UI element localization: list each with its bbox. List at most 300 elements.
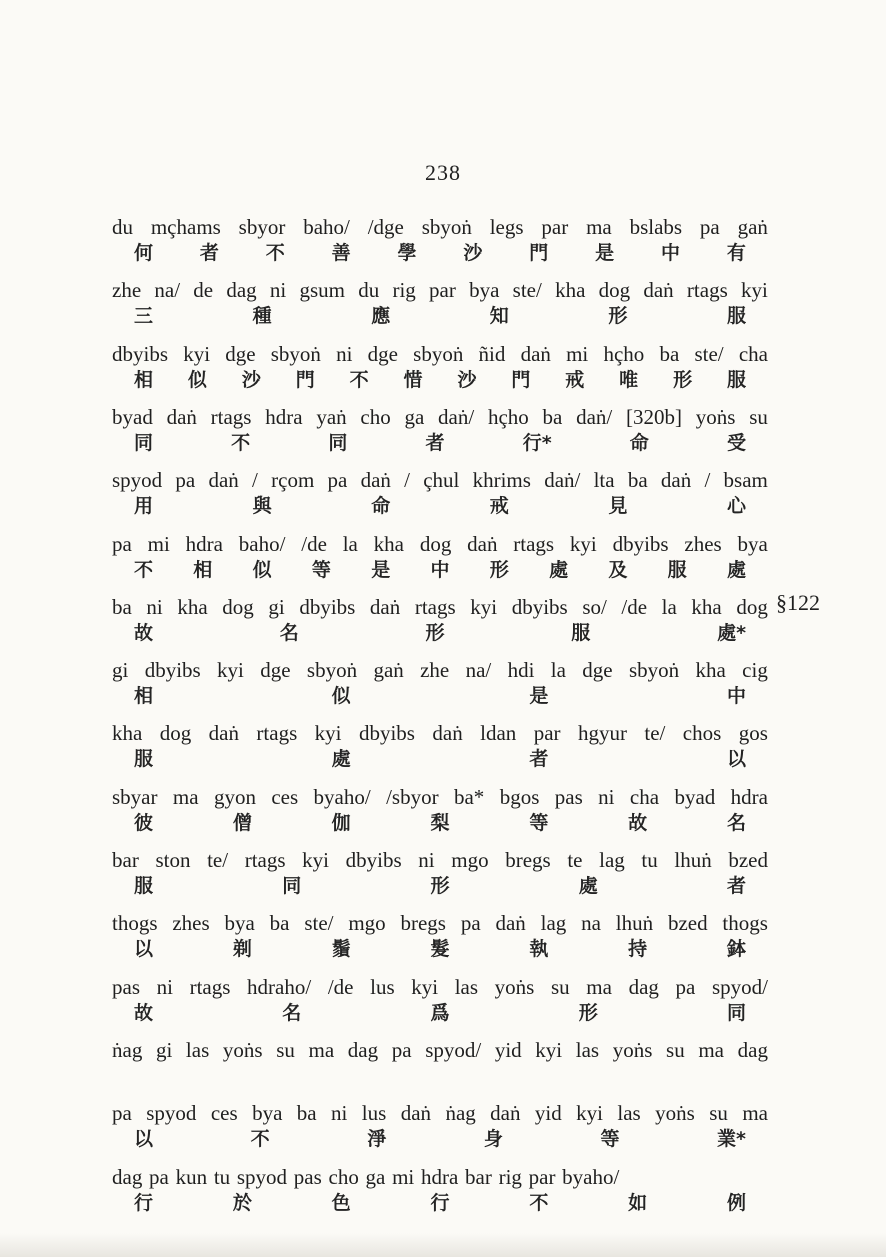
tibetan-word: kha <box>555 278 586 303</box>
scan-edge <box>0 1233 886 1257</box>
tibetan-word: par <box>541 215 569 239</box>
chinese-gloss-char: 是 <box>371 558 391 581</box>
chinese-gloss-char: 惜 <box>403 368 423 391</box>
tibetan-word: rig <box>392 278 416 303</box>
tibetan-word: kha <box>695 658 726 683</box>
tibetan-word: lta <box>593 468 615 493</box>
chinese-gloss-char: 以 <box>134 1128 154 1151</box>
tibetan-word: dge <box>367 341 398 366</box>
tibetan-word: par <box>528 1164 556 1189</box>
tibetan-word: daṅ <box>432 721 463 746</box>
tibetan-word: su <box>550 974 570 999</box>
text-line <box>112 594 768 646</box>
tibetan-word: pa <box>699 215 720 239</box>
chinese-gloss-char: 者 <box>425 431 445 454</box>
tibetan-word: las <box>185 1037 210 1062</box>
tibetan-word: daṅ/ <box>576 404 613 429</box>
tibetan-word: yoṅs <box>655 1101 695 1126</box>
tibetan-word: la <box>661 594 677 619</box>
chinese-gloss-char: 中 <box>430 558 450 581</box>
chinese-gloss-char: 處 <box>331 748 351 771</box>
tibetan-word: ste/ <box>512 278 542 303</box>
tibetan-word: kyi <box>302 848 330 872</box>
text-line <box>112 720 768 772</box>
tibetan-word: lag <box>599 848 625 872</box>
chinese-gloss-char: 戒 <box>489 495 509 518</box>
tibetan-word: gsum <box>299 278 345 303</box>
chinese-gloss-char: 不 <box>250 1128 270 1151</box>
chinese-gloss-line <box>112 620 768 646</box>
chinese-gloss-char: 髮 <box>430 938 450 961</box>
tibetan-word: bar <box>112 848 139 872</box>
chinese-gloss-char: 服 <box>667 558 687 581</box>
chinese-gloss-line <box>112 746 768 772</box>
tibetan-word: ba* <box>453 784 485 809</box>
tibetan-word: bya <box>224 911 255 936</box>
chinese-gloss-line <box>112 1190 768 1216</box>
tibetan-word: bregs <box>505 848 551 872</box>
tibetan-word: kyi <box>411 974 439 999</box>
chinese-gloss-char: 梨 <box>430 811 450 834</box>
tibetan-word: rtags <box>513 531 555 556</box>
tibetan-word: ga <box>404 404 425 429</box>
tibetan-word: pa <box>175 468 196 493</box>
chinese-gloss-char: 中 <box>726 685 746 708</box>
tibetan-word: ba <box>542 404 563 429</box>
page-number: 238 <box>425 160 461 185</box>
tibetan-word: sbyoṅ <box>270 341 321 366</box>
chinese-gloss-char: 行 <box>134 1191 154 1214</box>
chinese-gloss-line <box>112 1126 768 1152</box>
tibetan-word: kyi <box>569 531 597 556</box>
tibetan-word: ba <box>112 594 132 619</box>
chinese-gloss-char: 以 <box>134 938 154 961</box>
text-line <box>112 657 768 709</box>
chinese-gloss-char: 行 <box>430 1191 450 1214</box>
tibetan-word: bsam <box>723 468 768 493</box>
chinese-gloss-char: 如 <box>628 1191 648 1214</box>
tibetan-word: cho <box>328 1164 359 1189</box>
chinese-gloss-char: 例 <box>726 1191 746 1214</box>
tibetan-word: hdra <box>730 784 768 809</box>
chinese-gloss-line <box>112 303 768 329</box>
tibetan-word: rtags <box>256 721 298 746</box>
tibetan-word: pas <box>293 1164 322 1189</box>
chinese-gloss-char: 心 <box>726 495 746 518</box>
tibetan-word: mgo <box>451 848 489 872</box>
chinese-gloss-char: 色 <box>331 1191 351 1214</box>
tibetan-word: hdi <box>507 658 535 683</box>
tibetan-word: spyod/ <box>425 1037 482 1062</box>
chinese-gloss-char: 受 <box>726 431 746 454</box>
tibetan-word: ba <box>627 468 648 493</box>
tibetan-word: çhul <box>423 468 460 493</box>
tibetan-word: na/ <box>465 658 492 683</box>
chinese-gloss-char: 名 <box>726 811 746 834</box>
tibetan-word: ma <box>742 1101 768 1126</box>
tibetan-word: su <box>709 1101 728 1126</box>
tibetan-word: pa <box>112 531 132 556</box>
tibetan-word: ni <box>418 848 435 872</box>
text-line <box>112 847 768 899</box>
tibetan-line <box>112 467 768 493</box>
tibetan-word: hdra <box>420 1164 459 1189</box>
tibetan-word: par <box>429 278 456 303</box>
tibetan-word: su <box>749 404 768 429</box>
tibetan-word: pa <box>149 1164 169 1189</box>
tibetan-word: pa <box>112 1101 132 1126</box>
tibetan-word: gi <box>112 658 129 683</box>
tibetan-word: byaho/ <box>313 784 371 809</box>
tibetan-word: bya <box>737 531 768 556</box>
tibetan-line <box>112 720 768 746</box>
chinese-gloss-char: 有 <box>726 242 746 264</box>
tibetan-word: kyi <box>314 721 342 746</box>
chinese-gloss-char: 門 <box>295 368 315 391</box>
tibetan-word: dbyibs <box>112 341 169 366</box>
tibetan-word: kha <box>373 531 404 556</box>
chinese-gloss-char: 門 <box>529 242 549 264</box>
tibetan-word: daṅ <box>360 468 391 493</box>
chinese-gloss-char: 持 <box>628 938 648 961</box>
tibetan-word: lhuṅ <box>674 848 712 872</box>
tibetan-word: bregs <box>400 911 446 936</box>
text-line <box>112 404 768 456</box>
tibetan-word: te <box>567 848 583 872</box>
chinese-gloss-line <box>112 240 768 266</box>
tibetan-word: /de <box>327 974 354 999</box>
chinese-gloss-char: 處 <box>726 558 746 581</box>
tibetan-word: bzed <box>667 911 708 936</box>
tibetan-word: tu <box>641 848 658 872</box>
text-line <box>112 1037 768 1063</box>
tibetan-word: baho/ <box>238 531 286 556</box>
tibetan-line <box>112 277 768 303</box>
tibetan-line <box>112 404 768 430</box>
tibetan-word: ni <box>331 1101 348 1126</box>
tibetan-word: daṅ <box>660 468 692 493</box>
tibetan-word: la <box>550 658 566 683</box>
tibetan-word: lag <box>540 911 567 936</box>
tibetan-word: dag <box>112 1164 143 1189</box>
chinese-gloss-char: 相 <box>134 368 154 391</box>
chinese-gloss-line <box>112 1000 768 1026</box>
tibetan-word: ste/ <box>694 341 724 366</box>
tibetan-word: so/ <box>582 594 607 619</box>
tibetan-word: pa <box>327 468 348 493</box>
tibetan-word: byaho/ <box>562 1164 620 1189</box>
tibetan-word: gaṅ <box>373 658 404 683</box>
tibetan-word: du <box>112 215 133 239</box>
tibetan-word: te/ <box>644 721 666 746</box>
tibetan-word: sbyoṅ <box>628 658 680 683</box>
chinese-gloss-char: 同 <box>726 1001 746 1024</box>
chinese-gloss-char: 沙 <box>457 368 477 391</box>
tibetan-word: khrims <box>472 468 531 493</box>
tibetan-word: mi <box>392 1164 415 1189</box>
chinese-gloss-char: 種 <box>252 305 272 328</box>
tibetan-word: pas <box>554 784 583 809</box>
tibetan-word: ste/ <box>304 911 334 936</box>
tibetan-word: lus <box>361 1101 387 1126</box>
tibetan-word: ñid <box>478 341 506 366</box>
chinese-gloss-char: 服 <box>134 748 154 771</box>
tibetan-word: dog <box>159 721 192 746</box>
chinese-gloss-char: 剃 <box>232 938 252 961</box>
tibetan-word: rtags <box>686 278 728 303</box>
chinese-gloss-char: 是 <box>595 242 615 264</box>
tibetan-word: thogs <box>722 911 768 936</box>
tibetan-word: las <box>617 1101 641 1126</box>
tibetan-word: kyi <box>535 1037 563 1062</box>
chinese-gloss-char: 似 <box>331 685 351 708</box>
tibetan-word: su <box>666 1037 685 1062</box>
tibetan-word: ṅag <box>445 1101 476 1126</box>
tibetan-word: mçhams <box>150 215 221 239</box>
tibetan-word: kyi <box>740 278 768 303</box>
tibetan-word: kha <box>177 594 208 619</box>
tibetan-word: thogs <box>112 911 158 936</box>
tibetan-word: hdra <box>185 531 223 556</box>
chinese-gloss-line <box>112 367 768 393</box>
tibetan-word: kyi <box>217 658 244 683</box>
tibetan-word: /sbyor <box>386 784 439 809</box>
tibetan-word: spyod <box>112 468 163 493</box>
chinese-gloss-char: 鉢 <box>726 938 746 961</box>
tibetan-line <box>112 847 768 873</box>
tibetan-word: daṅ/ <box>438 404 475 429</box>
chinese-gloss-line <box>112 873 768 899</box>
tibetan-word: sbyor <box>238 215 286 239</box>
tibetan-word: ma <box>172 784 199 809</box>
chinese-gloss-char: 於 <box>232 1191 252 1214</box>
tibetan-word: dge <box>260 658 291 683</box>
chinese-gloss-char: 不 <box>265 242 285 264</box>
chinese-gloss-char: 處 <box>549 558 569 581</box>
tibetan-word: dag <box>226 278 257 303</box>
tibetan-word: gaṅ <box>737 215 768 239</box>
tibetan-word: ba <box>659 341 680 366</box>
text-line <box>112 974 768 1026</box>
tibetan-word: hdraho/ <box>247 974 312 999</box>
tibetan-word: par <box>533 721 561 746</box>
tibetan-word: ga <box>365 1164 386 1189</box>
tibetan-word: ston <box>155 848 191 872</box>
chinese-gloss-char: 鬚 <box>331 938 351 961</box>
tibetan-word: ni <box>156 974 173 999</box>
chinese-gloss-char: 是 <box>529 685 549 708</box>
tibetan-word: ba <box>296 1101 317 1126</box>
tibetan-word: dog <box>598 278 631 303</box>
chinese-gloss-char: 戒 <box>565 368 585 391</box>
chinese-gloss-char: 等 <box>600 1128 620 1151</box>
tibetan-word: yid <box>534 1101 562 1126</box>
tibetan-word: spyod/ <box>711 974 768 999</box>
chinese-gloss-char: 似 <box>252 558 272 581</box>
tibetan-word: gos <box>738 721 768 746</box>
chinese-gloss-char: 形 <box>425 621 445 644</box>
tibetan-word: ni <box>269 278 287 303</box>
tibetan-word: daṅ <box>467 531 498 556</box>
chinese-gloss-char: 沙 <box>463 242 483 264</box>
tibetan-word: hçho <box>603 341 645 366</box>
tibetan-word: dog <box>736 594 768 619</box>
tibetan-word: las <box>454 974 479 999</box>
chinese-gloss-char: 善 <box>331 242 351 264</box>
tibetan-word: na/ <box>154 278 181 303</box>
tibetan-word: yoṅs <box>494 974 535 999</box>
chinese-gloss-char: 身 <box>483 1128 503 1151</box>
chinese-gloss-char: 僧 <box>232 811 252 834</box>
tibetan-line <box>112 1037 768 1063</box>
tibetan-word: sbyoṅ <box>306 658 358 683</box>
chinese-gloss-char: 似 <box>187 368 207 391</box>
tibetan-word: pas <box>112 974 140 999</box>
chinese-gloss-char: 形 <box>489 558 509 581</box>
tibetan-word: ni <box>146 594 163 619</box>
chinese-gloss-char: 行* <box>522 431 552 454</box>
chinese-gloss-char: 服 <box>726 305 746 328</box>
tibetan-word: lhuṅ <box>615 911 654 936</box>
tibetan-word: ṅag <box>112 1037 143 1062</box>
tibetan-word: dbyibs <box>612 531 669 556</box>
text-line <box>112 214 768 266</box>
tibetan-word: yoṅs <box>222 1037 263 1062</box>
tibetan-line <box>112 657 768 683</box>
chinese-gloss-line <box>112 430 768 456</box>
tibetan-word: rçom <box>271 468 315 493</box>
tibetan-word: [320b] <box>626 404 683 429</box>
chinese-gloss-char: 命 <box>629 431 649 454</box>
tibetan-word: ma <box>586 974 612 999</box>
chinese-gloss-char: 同 <box>134 431 154 454</box>
tibetan-word: dbyibs <box>345 848 402 872</box>
text-line <box>112 910 768 962</box>
chinese-gloss-char: 彼 <box>134 811 154 834</box>
tibetan-word: mi <box>147 531 170 556</box>
tibetan-word: kha <box>112 721 143 746</box>
tibetan-line <box>112 1100 768 1126</box>
chinese-gloss-char: 不 <box>134 558 154 581</box>
tibetan-word: rtags <box>210 404 252 429</box>
chinese-gloss-char: 不 <box>349 368 369 391</box>
tibetan-word: yaṅ <box>316 404 347 429</box>
tibetan-word: dge <box>225 341 256 366</box>
tibetan-word: zhes <box>172 911 210 936</box>
chinese-gloss-char: 業* <box>717 1128 746 1151</box>
tibetan-line <box>112 214 768 240</box>
tibetan-word: cha <box>738 341 768 366</box>
chinese-gloss-char: 者 <box>529 748 549 771</box>
tibetan-word: /de <box>621 594 648 619</box>
chinese-gloss-char: 以 <box>726 748 746 771</box>
tibetan-word: legs <box>489 215 524 239</box>
chinese-gloss-line <box>112 493 768 519</box>
chinese-gloss-char: 形 <box>430 875 450 897</box>
tibetan-word: rtags <box>244 848 286 872</box>
tibetan-word: daṅ/ <box>544 468 581 493</box>
tibetan-word: dbyibs <box>511 594 568 619</box>
tibetan-word: zhe <box>420 658 450 683</box>
chinese-gloss-char: 淨 <box>367 1128 387 1151</box>
chinese-gloss-char: 同 <box>282 875 302 897</box>
tibetan-word: de <box>193 278 214 303</box>
tibetan-word: pa <box>391 1037 412 1062</box>
tibetan-word: kyi <box>576 1101 603 1126</box>
chinese-gloss-line <box>112 936 768 962</box>
chinese-gloss-char: 形 <box>578 1001 598 1024</box>
tibetan-word: cig <box>742 658 768 683</box>
chinese-gloss-line <box>112 810 768 836</box>
tibetan-word: ni <box>336 341 353 366</box>
tibetan-word: kun <box>175 1164 208 1189</box>
chinese-gloss-char: 服 <box>571 621 591 644</box>
tibetan-word: mi <box>566 341 589 366</box>
tibetan-word: bar <box>465 1164 492 1189</box>
tibetan-word: tu <box>213 1164 231 1189</box>
tibetan-word: sbyoṅ <box>413 341 464 366</box>
tibetan-word: zhes <box>684 531 722 556</box>
tibetan-word: hgyur <box>577 721 627 746</box>
tibetan-word: ni <box>598 784 615 809</box>
tibetan-word: sbyoṅ <box>421 215 472 239</box>
tibetan-word: daṅ <box>166 404 197 429</box>
tibetan-word: dag <box>737 1037 768 1062</box>
tibetan-word: daṅ <box>369 594 401 619</box>
chinese-gloss-char: 名 <box>279 621 299 644</box>
tibetan-word: daṅ <box>520 341 551 366</box>
tibetan-line <box>112 531 768 557</box>
tibetan-line <box>112 1164 768 1190</box>
chinese-gloss-char: 同 <box>328 431 348 454</box>
tibetan-word: yid <box>494 1037 522 1062</box>
chinese-gloss-char: 故 <box>134 621 154 644</box>
chinese-gloss-char: 服 <box>134 875 154 897</box>
tibetan-word: rtags <box>189 974 231 999</box>
tibetan-word: pa <box>460 911 481 936</box>
chinese-gloss-char: 知 <box>489 305 509 328</box>
chinese-gloss-char: 者 <box>726 875 746 897</box>
tibetan-word: ma <box>698 1037 724 1062</box>
tibetan-word: ces <box>271 784 299 809</box>
tibetan-word: chos <box>682 721 722 746</box>
tibetan-word: ma <box>308 1037 335 1062</box>
chinese-gloss-char: 等 <box>529 811 549 834</box>
chinese-gloss-char: 門 <box>511 368 531 391</box>
tibetan-word: daṅ <box>208 721 239 746</box>
tibetan-word: kyi <box>470 594 498 619</box>
tibetan-word: su <box>276 1037 295 1062</box>
tibetan-word: las <box>575 1037 600 1062</box>
text-line <box>112 531 768 583</box>
chinese-gloss-char: 執 <box>529 938 549 961</box>
tibetan-word: ces <box>210 1101 238 1126</box>
chinese-gloss-char: 等 <box>311 558 331 581</box>
tibetan-word: te/ <box>207 848 229 872</box>
tibetan-word: mgo <box>348 911 386 936</box>
tibetan-word: daṅ <box>490 1101 521 1126</box>
tibetan-word: gi <box>155 1037 173 1062</box>
tibetan-word: bzed <box>728 848 768 872</box>
chinese-gloss-char: 服 <box>726 368 746 391</box>
chinese-gloss-char: 命 <box>371 495 391 518</box>
chinese-gloss-line <box>112 557 768 583</box>
chinese-gloss-char: 見 <box>608 495 628 518</box>
tibetan-word: daṅ <box>643 278 674 303</box>
chinese-gloss-char: 形 <box>608 305 628 328</box>
tibetan-word: ma <box>586 215 612 239</box>
chinese-gloss-char: 故 <box>628 811 648 834</box>
